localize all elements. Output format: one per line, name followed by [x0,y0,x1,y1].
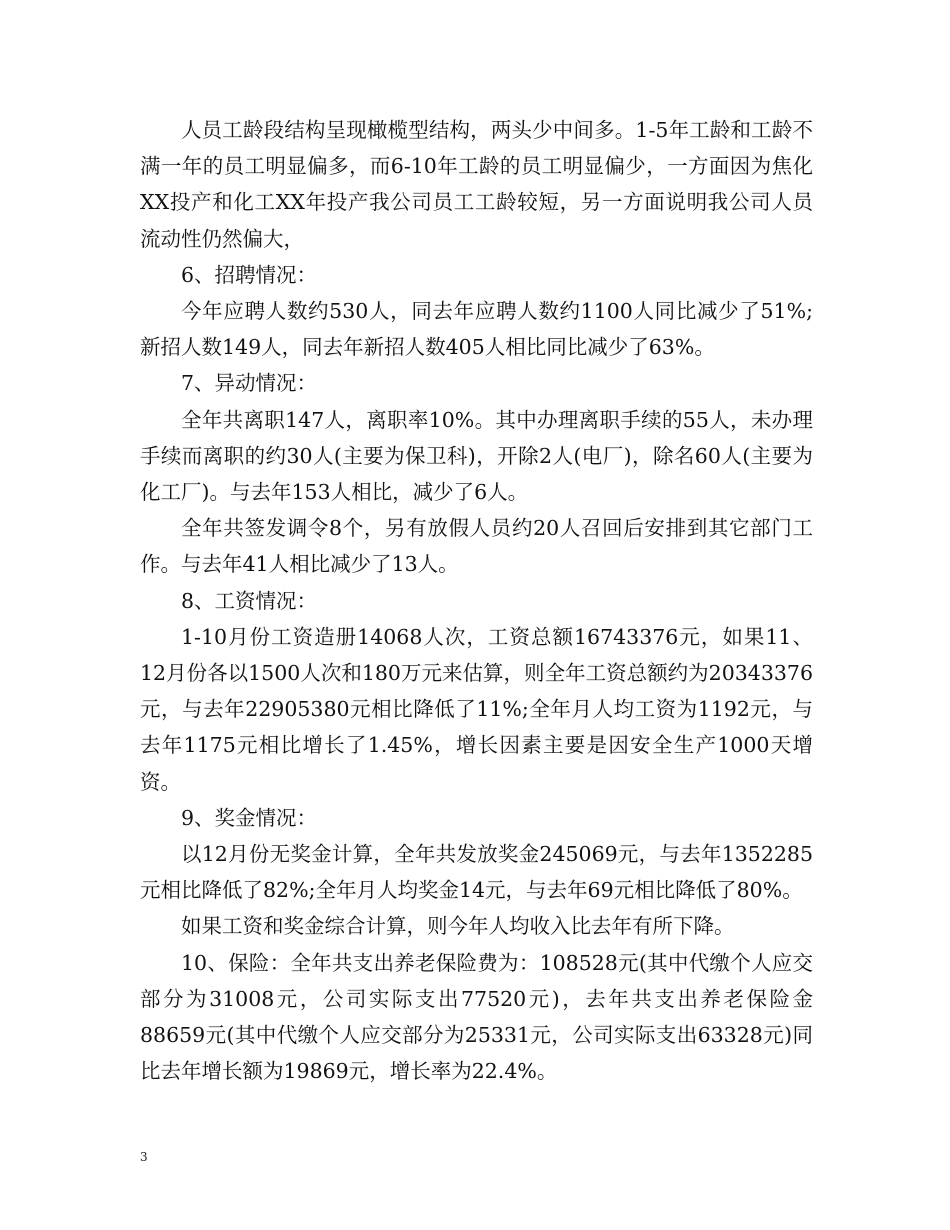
paragraph-turnover: 全年共离职147人，离职率10%。其中办理离职手续的55人，未办理手续而离职的约30人(主要为保卫科)，开除2人(电厂)，除名60人(主要为化工厂)。与去年153人相比，减少了6人。 [140,407,813,505]
heading-recruitment: 6、招聘情况： [181,262,318,287]
paragraph-wages: 1-10月份工资造册14068人次，工资总额16743376元，如果11、12月份各以1500人次和180万元来估算，则全年工资总额约为20343376元，与去年22905380元相比降低了11%;全年月人均工资为1192元，与去年1175元相比增长了1.45%，增长因素主要是因安全生产1000天增资。 [140,624,813,794]
paragraph-income-summary: 如果工资和奖金综合计算，则今年人均收入比去年有所下降。 [181,914,735,939]
heading-wages: 8、工资情况： [181,588,318,613]
page-number: 3 [140,1150,148,1164]
paragraph-recruitment: 今年应聘人数约530人，同去年应聘人数约1100人同比减少了51%;新招人数149人，同去年新招人数405人相比同比减少了63%。 [140,299,813,360]
paragraph-insurance: 10、保险：全年共支出养老保险费为：108528元(其中代缴个人应交部分为31008元，公司实际支出77520元)，去年共支出养老保险金88659元(其中代缴个人应交部分为25331元，公司实际支出63328元)同比去年增长额为19869元，增长率为22.4%。 [140,950,813,1084]
document-page [140,112,813,1089]
paragraph-bonus: 以12月份无奖金计算，全年共发放奖金245069元，与去年1352285元相比降低了82%;全年月人均奖金14元，与去年69元相比降低了80%。 [140,842,813,903]
paragraph-workforce-age-structure: 人员工龄段结构呈现橄榄型结构，两头少中间多。1-5年工龄和工龄不满一年的员工明显偏多，而6-10年工龄的员工明显偏少，一方面因为焦化XX投产和化工XX年投产我公司员工工龄较短，另一方面说明我公司人员流动性仍然偏大， [140,118,813,251]
heading-turnover: 7、异动情况： [181,371,318,396]
paragraph-transfers: 全年共签发调令8个，另有放假人员约20人召回后安排到其它部门工作。与去年41人相比减少了13人。 [140,516,813,577]
heading-bonus: 9、奖金情况： [181,805,318,830]
